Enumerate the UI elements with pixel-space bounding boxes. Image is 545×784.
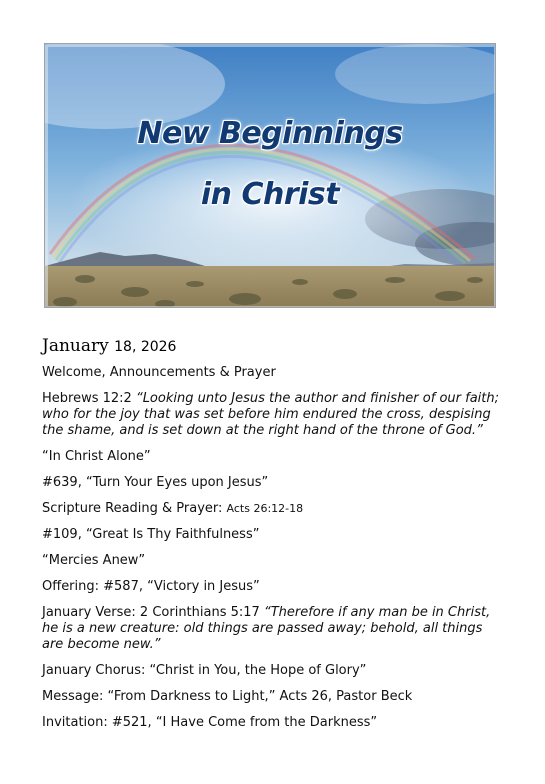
item-invitation: Invitation: #521, “I Have Come from the Darkness” [42,715,378,730]
date-month: January [42,336,109,356]
january-verse-quote: “Therefore if any man be in Christ, he is a new creature: old things are passed away; behold, all things are become new.” [42,605,491,652]
service-date [42,336,502,356]
desert-rainbow-photo [45,44,496,308]
scripture-reading-reference: Acts 26:12-18 [226,502,304,515]
bulletin-order-of-service [42,336,502,741]
item-mercies-anew: “Mercies Anew” [42,553,146,568]
banner-title-line1: New Beginnings [137,116,403,151]
item-welcome: Welcome, Announcements & Prayer [42,365,276,380]
january-verse-reference: January Verse: 2 Corinthians 5:17 [42,605,264,620]
item-offering: Offering: #587, “Victory in Jesus” [42,579,260,594]
banner-title-line2: in Christ [200,177,340,212]
item-in-christ-alone: “In Christ Alone” [42,449,151,464]
hebrews-quote: “Looking unto Jesus the author and finisher of our faith; who for the joy that was set before him endured the cross, despising the shame, and is set down at the right hand of the throne of God.” [42,391,499,438]
hebrews-reference: Hebrews 12:2 [42,391,136,406]
item-hymn-639: #639, “Turn Your Eyes upon Jesus” [42,475,269,490]
item-scripture-reading [42,501,502,517]
cover-image [44,43,496,308]
date-numbers: 18, 2026 [114,339,177,355]
item-hymn-109: #109, “Great Is Thy Faithfulness” [42,527,260,542]
item-january-verse [42,605,502,653]
item-hebrews [42,391,502,439]
item-january-chorus: January Chorus: “Christ in You, the Hope of Glory” [42,663,367,678]
scripture-reading-label: Scripture Reading & Prayer: [42,501,227,516]
item-message: Message: “From Darkness to Light,” Acts 26, Pastor Beck [42,689,413,704]
